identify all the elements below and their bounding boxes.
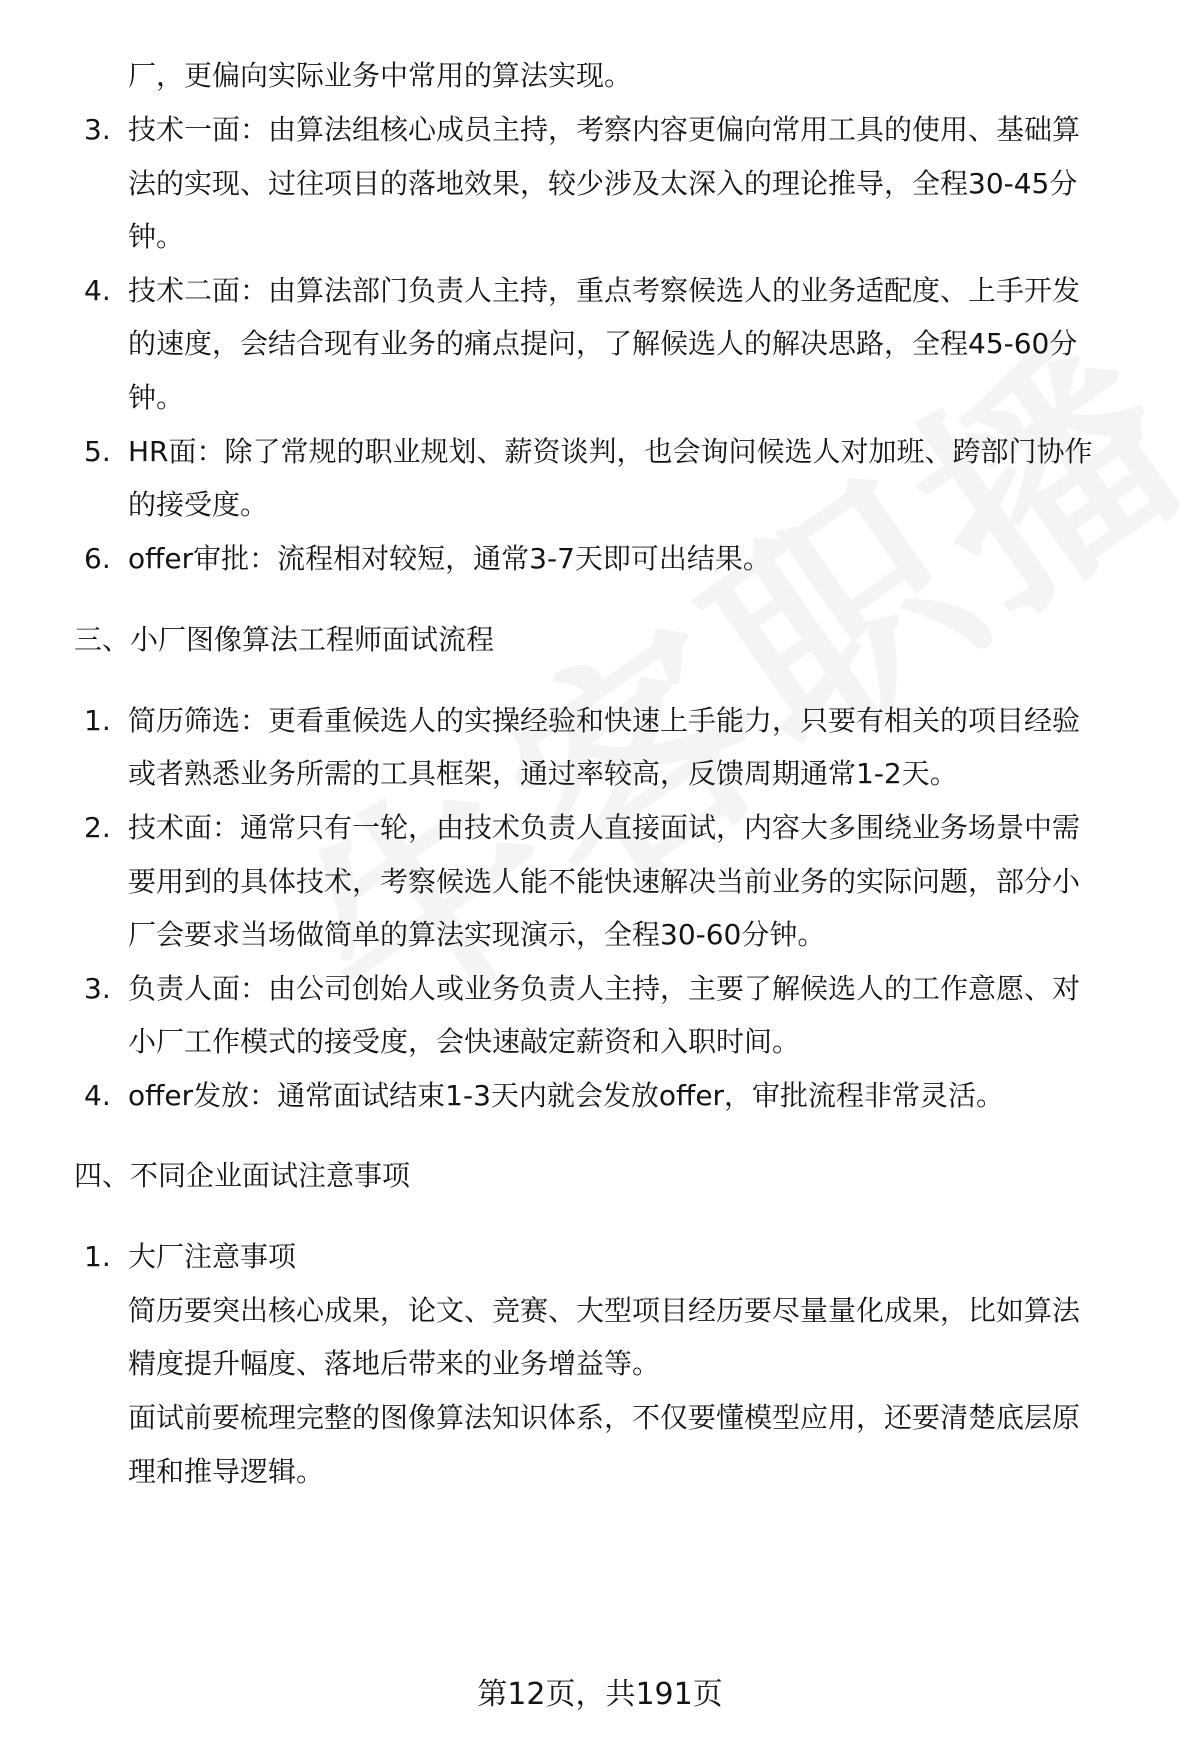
paragraph-text: offer发放：通常面试结束1-3天内就会发放offer，审批流程非常灵活。 [128,1079,1005,1112]
paragraph-text: 厂，更偏向实际业务中常用的算法实现。 [128,59,633,92]
page-footer: 第12页，共191页 [477,1677,723,1712]
paragraph-text: 面试前要梳理完整的图像算法知识体系，不仅要懂模型应用，还要清楚底层原 [128,1401,1081,1434]
paragraph-text: 简历筛选：更看重候选人的实操经验和快速上手能力，只要有相关的项目经验 [128,704,1081,737]
paragraph-text: 钟。 [128,220,185,253]
list-number: 3. [84,972,111,1005]
paragraph-text: 或者熟悉业务所需的工具框架，通过率较高，反馈周期通常1-2天。 [128,757,958,790]
paragraph-text: 小厂工作模式的接受度，会快速敲定薪资和入职时间。 [128,1025,801,1058]
list-number: 3. [84,113,111,146]
list-number: 2. [84,811,111,844]
list-number: 4. [84,1079,111,1112]
section-heading: 四、不同企业面试注意事项 [74,1159,411,1192]
paragraph-text: 法的实现、过往项目的落地效果，较少涉及太深入的理论推导，全程30-45分 [128,167,1078,200]
list-number: 6. [84,542,111,575]
list-number: 1. [84,1240,111,1273]
list-number: 1. [84,704,111,737]
paragraph-text: 技术一面：由算法组核心成员主持，考察内容更偏向常用工具的使用、基础算 [128,113,1081,146]
paragraph-text: 精度提升幅度、落地后带来的业务增益等。 [128,1347,661,1380]
paragraph-text: 的速度，会结合现有业务的痛点提问，了解候选人的解决思路，全程45-60分 [128,327,1078,360]
paragraph-text: 厂会要求当场做简单的算法实现演示，全程30-60分钟。 [128,918,826,951]
paragraph-text: 负责人面：由公司创始人或业务负责人主持，主要了解候选人的工作意愿、对 [128,972,1081,1005]
paragraph-text: HR面：除了常规的职业规划、薪资谈判，也会询问候选人对加班、跨部门协作 [128,435,1093,468]
paragraph-text: offer审批：流程相对较短，通常3-7天即可出结果。 [128,542,771,575]
list-number: 5. [84,435,111,468]
paragraph-text: 的接受度。 [128,488,269,521]
paragraph-text: 大厂注意事项 [128,1240,297,1273]
list-number: 4. [84,274,111,307]
paragraph-text: 技术面：通常只有一轮，由技术负责人直接面试，内容大多围绕业务场景中需 [128,811,1081,844]
paragraph-text: 理和推导逻辑。 [128,1455,325,1488]
paragraph-text: 简历要突出核心成果，论文、竞赛、大型项目经历要尽量量化成果，比如算法 [128,1294,1081,1327]
paragraph-text: 要用到的具体技术，考察候选人能不能快速解决当前业务的实际问题，部分小 [128,865,1081,898]
paragraph-text: 钟。 [128,381,185,414]
paragraph-text: 技术二面：由算法部门负责人主持，重点考察候选人的业务适配度、上手开发 [128,274,1081,307]
section-heading: 三、小厂图像算法工程师面试流程 [74,623,495,656]
